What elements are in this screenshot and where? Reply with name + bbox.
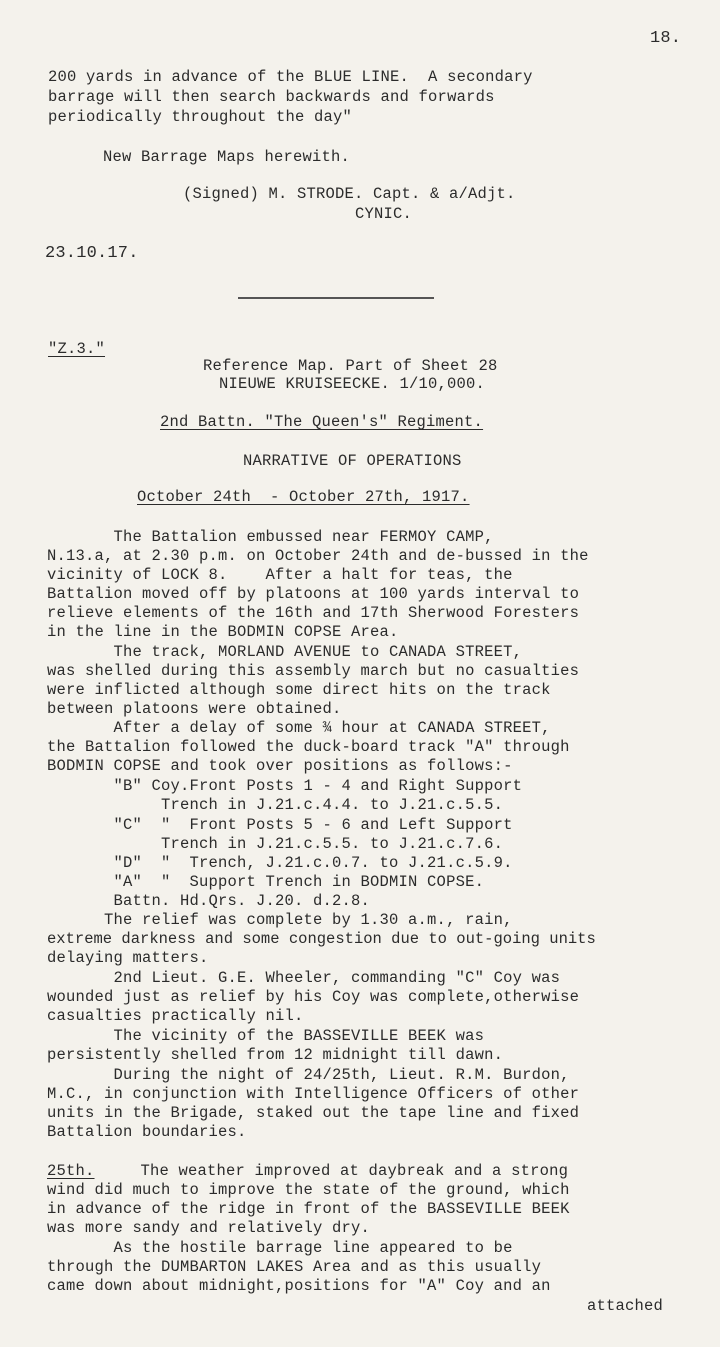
maps-note: New Barrage Maps herewith. [103,148,351,166]
narrative-line: The Battalion embussed near FERMOY CAMP, [47,528,494,546]
narrative-line: N.13.a, at 2.30 p.m. on October 24th and de-bussed in the [47,547,589,565]
narrative-line: in the line in the BODMIN COPSE Area. [47,623,399,641]
position-line: Battn. Hd.Qrs. J.20. d.2.8. [47,892,371,910]
narrative-title: NARRATIVE OF OPERATIONS [243,452,462,470]
day-25-line: was more sandy and relatively dry. [47,1219,371,1237]
day-25-line: in advance of the ridge in front of the BASSEVILLE BEEK [47,1200,570,1218]
narrative-line: relieve elements of the 16th and 17th Sherwood Foresters [47,604,580,622]
narrative-line: was shelled during this assembly march but no casualties [47,662,580,680]
narrative-line: Battalion boundaries. [47,1123,247,1141]
narrative-line: Battalion moved off by platoons at 100 yards interval to [47,585,580,603]
position-line: Trench in J.21.c.4.4. to J.21.c.5.5. [47,796,504,814]
position-line: "D" " Trench, J.21.c.0.7. to J.21.c.5.9. [47,854,513,872]
day-25-line: wind did much to improve the state of the ground, which [47,1181,570,1199]
narrative-line: M.C., in conjunction with Intelligence Officers of other [47,1085,580,1103]
narrative-line: The relief was complete by 1.30 a.m., rain, [47,911,513,929]
narrative-line: casualties practically nil. [47,1007,304,1025]
reference-map-line: Reference Map. Part of Sheet 28 [203,357,498,375]
narrative-line: were inflicted although some direct hits on the track [47,681,551,699]
position-line: "B" Coy.Front Posts 1 - 4 and Right Support [47,777,523,795]
battalion-heading: 2nd Battn. "The Queen's" Regiment. [160,413,484,431]
position-line: Trench in J.21.c.5.5. to J.21.c.7.6. [47,835,504,853]
intro-line: 200 yards in advance of the BLUE LINE. A secondary [48,68,533,86]
reference-map-line: NIEUWE KRUISEECKE. 1/10,000. [219,375,486,393]
narrative-line: The vicinity of the BASSEVILLE BEEK was [47,1027,485,1045]
section-divider [238,297,434,299]
day-25-line: came down about midnight,positions for "A" Coy and an [47,1277,551,1295]
signature-line: (Signed) M. STRODE. Capt. & a/Adjt. [183,185,516,203]
narrative-line: the Battalion followed the duck-board track "A" through [47,738,570,756]
document-reference: "Z.3." [48,340,106,358]
day-25-line: The weather improved at daybreak and a strong [112,1162,569,1180]
narrative-line: delaying matters. [47,949,209,967]
narrative-line: 2nd Lieut. G.E. Wheeler, commanding "C" Coy was [47,969,561,987]
narrative-line: extreme darkness and some congestion due to out-going units [47,930,596,948]
intro-line: barrage will then search backwards and forwards [48,88,495,106]
position-line: "A" " Support Trench in BODMIN COPSE. [47,873,485,891]
narrative-line: units in the Brigade, staked out the tape line and fixed [47,1104,580,1122]
signature-unit: CYNIC. [355,205,413,223]
day-25-line: As the hostile barrage line appeared to be [47,1239,513,1257]
position-line: "C" " Front Posts 5 - 6 and Left Support [47,816,513,834]
narrative-line: BODMIN COPSE and took over positions as follows:- [47,757,513,775]
day-25-line: through the DUMBARTON LAKES Area and as this usually [47,1258,542,1276]
document-date: 23.10.17. [45,244,139,263]
day-25-label: 25th. [47,1162,95,1180]
continuation-word: attached [587,1297,664,1315]
narrative-line: between platoons were obtained. [47,700,342,718]
narrative-line: After a delay of some ¾ hour at CANADA STREET, [47,719,551,737]
narrative-line: wounded just as relief by his Coy was complete,otherwise [47,988,580,1006]
narrative-line: During the night of 24/25th, Lieut. R.M. Burdon, [47,1066,570,1084]
intro-line: periodically throughout the day" [48,108,353,126]
narrative-line: The track, MORLAND AVENUE to CANADA STREET, [47,643,523,661]
page-number: 18. [650,29,682,48]
narrative-line: persistently shelled from 12 midnight till dawn. [47,1046,504,1064]
operations-period: October 24th - October 27th, 1917. [137,488,470,506]
narrative-line: vicinity of LOCK 8. After a halt for teas, the [47,566,513,584]
